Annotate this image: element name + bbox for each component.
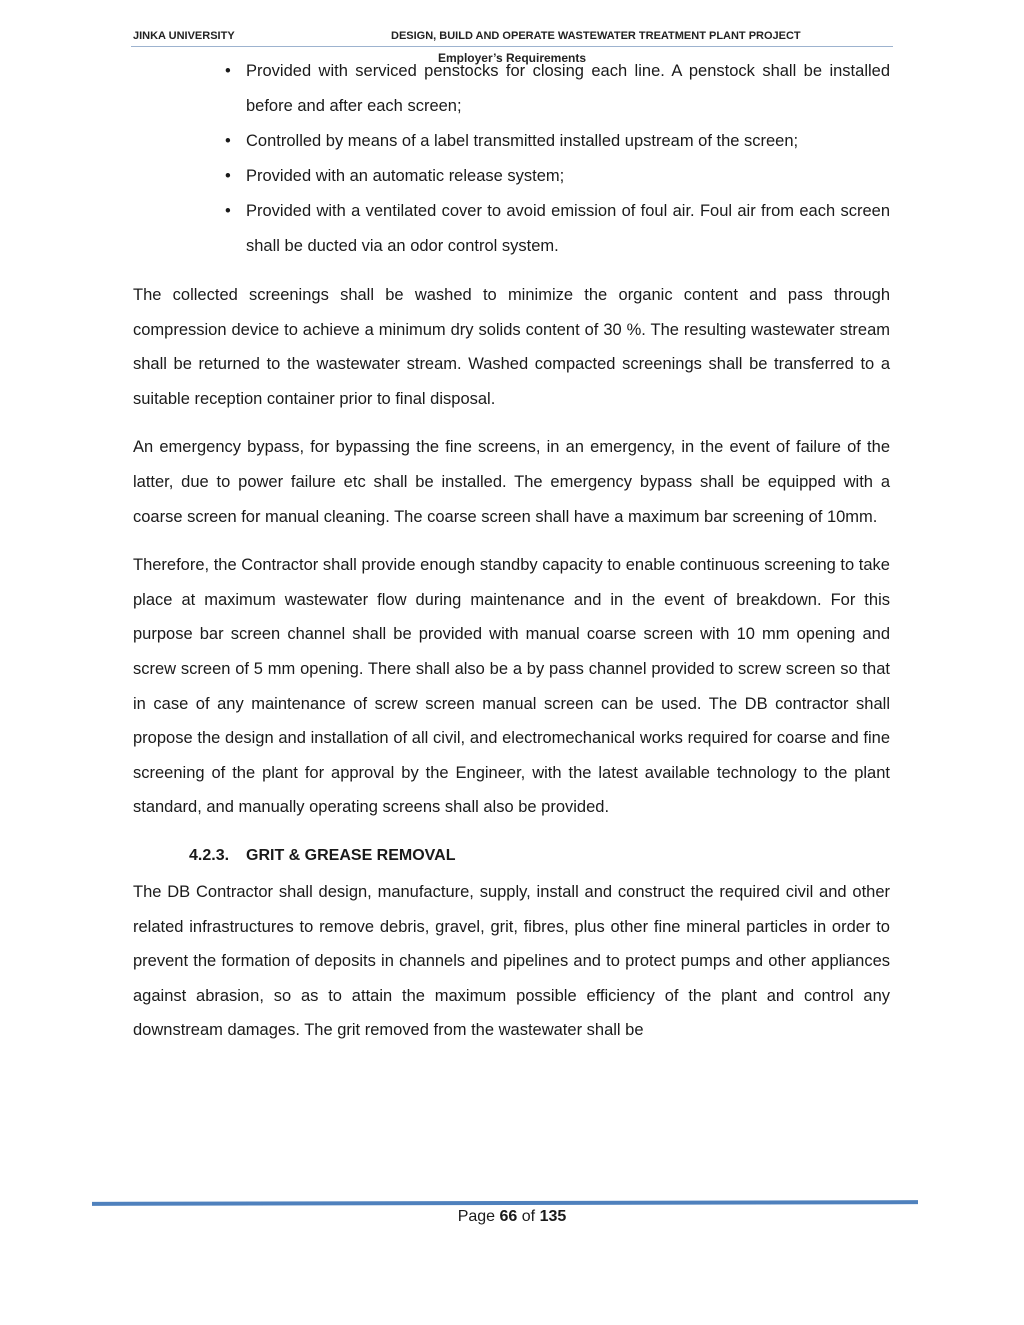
paragraph-grit-removal: The DB Contractor shall design, manufacture, supply, install and construct the required civil and other related infrastructures to remove debris, gravel, grit, fibres, plus other fine mineral particles in order to prevent the formation of deposits in channels and pipelines and to protect pumps and other appliances against abrasion, so as to attain the maximum possible efficiency of the plant and control any downstream damages. The grit removed from the wastewater shall be [133,882,890,1040]
header-project-title: DESIGN, BUILD AND OPERATE WASTEWATER TREATMENT PLANT PROJECT [391,30,801,42]
bullet-text: Provided with an automatic release system; [246,167,565,185]
list-item [133,124,890,159]
footer-divider [92,1200,918,1206]
list-item [133,54,890,124]
bullet-text: Provided with serviced penstocks for closing each line. A penstock shall be installed before and after each screen; [246,62,890,115]
header-university: JINKA UNIVERSITY [133,30,235,42]
list-item [133,194,890,264]
bullet-text: Provided with a ventilated cover to avoid emission of foul air. Foul air from each screen shall be ducted via an odor control system. [246,202,890,255]
section-heading [133,839,890,873]
bullet-icon: • [225,202,231,220]
footer-page-total: 135 [539,1208,567,1225]
header-divider [131,46,893,47]
page-footer [0,1208,1024,1226]
bullet-list [133,54,890,264]
bullet-icon: • [225,132,231,150]
footer-of-word: of [521,1208,536,1225]
footer-page-number: 66 [499,1208,518,1225]
section-title: GRIT & GREASE REMOVAL [246,846,456,864]
bullet-icon: • [225,62,231,80]
header-subtitle: Employer’s Requirements [437,51,587,65]
paragraph-standby-capacity: Therefore, the Contractor shall provide enough standby capacity to enable continuous screening to take place at maximum wastewater flow during maintenance and in the event of breakdown. For this purpose bar screen channel shall be provided with manual coarse screen with 10 mm opening and screw screen of 5 mm opening. There shall also be a by pass channel provided to screw screen so that in case of any maintenance of screw screen manual screen can be used. The DB contractor shall propose the design and installation of all civil, and electromechanical works required for coarse and fine screening of the plant for approval by the Engineer, with the latest available technology to the plant standard, and manually operating screens shall also be provided. [133,556,890,817]
section-number: 4.2.3. [189,846,230,864]
paragraph-screenings: The collected screenings shall be washed to minimize the organic content and pass through compression device to achieve a minimum dry solids content of 30 %. The resulting wastewater stream shall be returned to the wastewater stream. Washed compacted screenings shall be transferred to a suitable reception container prior to final disposal. [133,286,890,408]
list-item [133,159,890,194]
paragraph-emergency-bypass: An emergency bypass, for bypassing the fine screens, in an emergency, in the event of failure of the latter, due to power failure etc shall be installed. The emergency bypass shall be equipped with a coarse screen for manual cleaning. The coarse screen shall have a maximum bar screening of 10mm. [133,438,890,526]
bullet-icon: • [225,167,231,185]
bullet-text: Controlled by means of a label transmitted installed upstream of the screen; [246,132,799,150]
footer-page-word: Page [457,1208,496,1225]
page-body [133,54,890,1048]
